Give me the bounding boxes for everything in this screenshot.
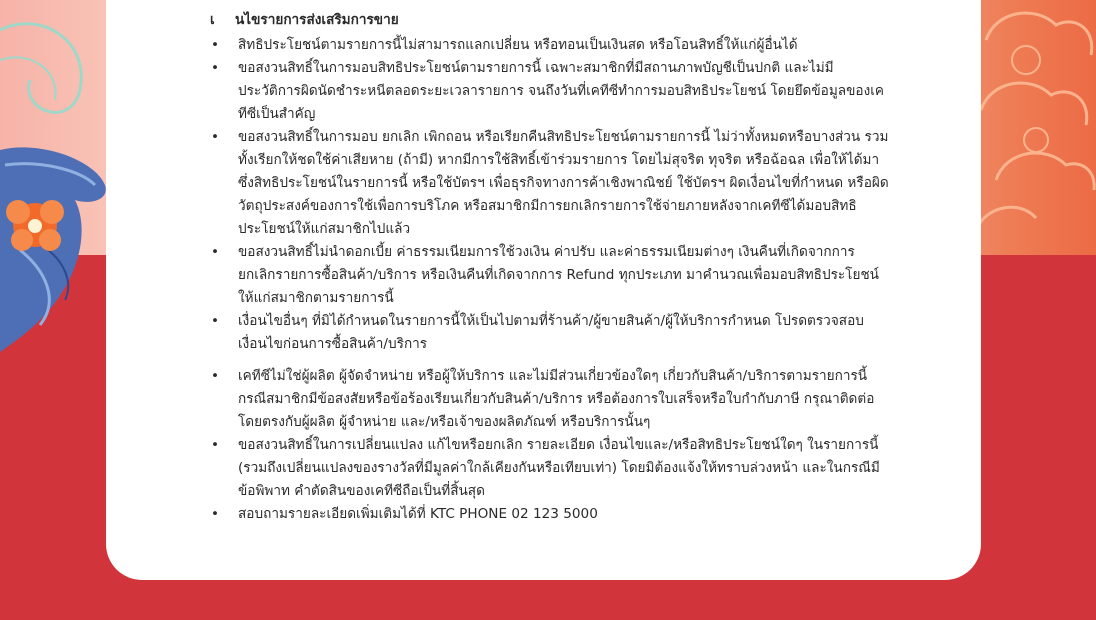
heading-marker: เ <box>210 12 215 28</box>
list-item <box>210 34 890 57</box>
list-item <box>210 57 890 126</box>
list-item <box>210 241 890 310</box>
phoenix-bird-illustration <box>0 0 120 360</box>
term-text: สิทธิประโยชน์ตามรายการนี้ไม่สามารถแลกเปลี่ยน หรือทอนเป็นเงินสด หรือโอนสิทธิ์ให้แก่ผู้อื่นได้ <box>238 37 798 53</box>
term-text: เงื่อนไขอื่นๆ ที่มิได้กำหนดในรายการนี้ให้เป็นไปตามที่ร้านค้า/ผู้ขายสินค้า/ผู้ให้บริการกำหนด โปรดตรวจสอบเงื่อนไขก่อนการซื้อสินค้า/บริการ <box>238 313 864 352</box>
bullet: • <box>211 313 220 329</box>
term-text: สอบถามรายละเอียดเพิ่มเติมได้ที่ KTC PHONE 02 123 5000 <box>238 506 598 522</box>
bullet: • <box>211 437 220 453</box>
bullet: • <box>211 37 220 53</box>
bullet: • <box>211 244 220 260</box>
terms-heading <box>210 9 890 32</box>
term-text: ขอสงวนสิทธิ์ในการเปลี่ยนแปลง แก้ไขหรือยกเลิก รายละเอียด เงื่อนไขและ/หรือสิทธิประโยชน์ใดๆ ในรายการนี้ (รวมถึงเปลี่ยนแปลงของรางวัลที่มีมูลค่าใกล้เคียงกันหรือเทียบเท่า) โดยมิต้องแจ้งให้ทราบล่วงหน้า และในกรณีมีข้อพิพาท คำตัดสินของเคทีซีถือเป็นที่สิ้นสุด <box>238 437 880 499</box>
list-item <box>210 310 890 356</box>
orange-flower-icon <box>6 200 64 251</box>
term-text: เคทีซีไม่ใช่ผู้ผลิต ผู้จัดจำหน่าย หรือผู้ให้บริการ และไม่มีส่วนเกี่ยวข้องใดๆ เกี่ยวกับสินค้า/บริการตามรายการนี้ กรณีสมาชิกมีข้อสงสัยหรือข้อร้องเรียนเกี่ยวกับสินค้า/บริการ หรือต้องการใบเสร็จหรือใบกำกับภาษี กรุณาติดต่อโดยตรงกับผู้ผลิต ผู้จำหน่าย และ/หรือเจ้าของผลิตภัณฑ์ หรือบริการนั้นๆ <box>238 368 875 430</box>
bullet: • <box>211 506 220 522</box>
term-text: ขอสงวนสิทธิ์ในการมอบสิทธิประโยชน์ตามรายการนี้ เฉพาะสมาชิกที่มีสถานภาพบัญชีเป็นปกติ และไม่มีประวัติการผิดนัดชำระหนีตลอดระยะเวลารายการ จนถึงวันที่เคทีซีทำการมอบสิทธิประโยชน์ โดยยึดข้อมูลของเคทีซีเป็นสำคัญ <box>238 60 884 122</box>
list-item <box>210 503 890 526</box>
bullet: • <box>211 60 220 76</box>
bullet: • <box>211 129 220 145</box>
list-item <box>210 365 890 434</box>
bullet: • <box>211 368 220 384</box>
heading-title: นไขรายการส่งเสริมการขาย <box>235 12 399 28</box>
term-text: ขอสงวนสิทธิ์ไม่นำดอกเบี้ย ค่าธรรมเนียมการใช้วงเงิน ค่าปรับ และค่าธรรมเนียมต่างๆ เงินคืนที่เกิดจากการยกเลิกรายการซื้อสินค้า/บริการ หรือเงินคืนที่เกิดจากการ Refund ทุกประเภท มาคำนวณเพื่อมอบสิทธิประโยชน์ให้แก่สมาชิกตามรายการนี้ <box>238 244 879 306</box>
list-item <box>210 126 890 241</box>
terms-content <box>210 9 890 526</box>
terms-list <box>210 34 890 526</box>
cloud-pattern-illustration <box>966 0 1096 255</box>
list-item <box>210 434 890 503</box>
term-text: ขอสงวนสิทธิ์ในการมอบ ยกเลิก เพิกถอน หรือเรียกคืนสิทธิประโยชน์ตามรายการนี้ ไม่ว่าทั้งหมดหรือบางส่วน รวมทั้งเรียกให้ชดใช้ค่าเสียหาย (ถ้ามี) หากมีการใช้สิทธิ์เข้าร่วมรายการ โดยไม่สุจริต ทุจริต หรือฉ้อฉล เพื่อให้ได้มาซึ่งสิทธิประโยชน์ในรายการนี้ หรือใช้บัตรฯ เพื่อธุรกิจทางการค้าเชิงพาณิชย์ ใช้บัตรฯ ผิดเงื่อนไขที่กำหนด หรือผิดวัตถุประสงค์ของการใช้เพื่อการบริโภค หรือสมาชิกมีการยกเลิกรายการใช้จ่ายภายหลังจากเคทีซีได้มอบสิทธิประโยชน์ให้แก่สมาชิกไปแล้ว <box>238 129 889 237</box>
